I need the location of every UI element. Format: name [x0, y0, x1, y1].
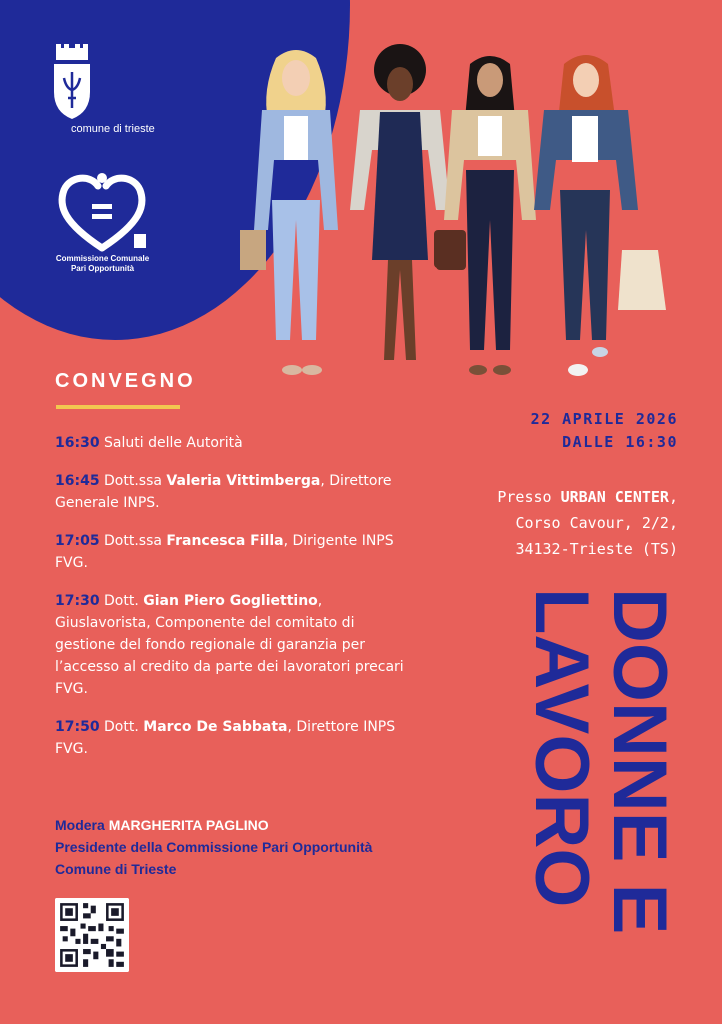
venue-block [497, 484, 678, 562]
speaker-name: Francesca Filla [166, 533, 284, 549]
woman-3-figure [436, 56, 536, 375]
speaker-role: , Direttore Generale INPS. [55, 473, 392, 511]
agenda-text: Dott.ssa [99, 473, 167, 489]
agenda-text: Dott. [99, 593, 144, 609]
agenda-item [55, 470, 410, 514]
agenda-item [55, 530, 410, 574]
event-date-block [531, 408, 678, 454]
speaker-name: Gian Piero Gogliettino [143, 593, 318, 609]
speaker-name: Valeria Vittimberga [166, 473, 321, 489]
venue-suffix: , [668, 488, 678, 506]
moderator-block [55, 814, 375, 880]
agenda-time: 17:05 [55, 533, 100, 549]
agenda-time: 16:30 [55, 435, 100, 451]
title-line2: LAVORO [519, 588, 604, 908]
cpo-label [55, 254, 150, 274]
speaker-role: , Giuslavorista, Componente del comitato di gestione del fondo regionale di garanzia per l’accesso al credito da parte dei lavoratori precari FVG. [55, 593, 404, 697]
main-title [508, 588, 682, 988]
cpo-line2: Pari Opportunità [70, 264, 135, 273]
moderator-role: Presidente della Commissione Pari Opportunità Comune di Trieste [55, 839, 373, 877]
agenda-item [55, 716, 410, 760]
women-illustration [238, 40, 678, 385]
heading-underline [56, 405, 180, 409]
moderator-prefix: Modera [55, 817, 109, 833]
agenda-list [55, 432, 410, 776]
venue-name: URBAN CENTER [560, 488, 669, 506]
agenda-item [55, 590, 410, 700]
event-date: 22 APRILE 2026 [530, 410, 678, 428]
qr-code-icon[interactable] [55, 898, 129, 972]
speaker-name: Marco De Sabbata [143, 719, 288, 735]
speaker-role: , Dirigente INPS FVG. [55, 533, 394, 571]
pari-opportunita-heart-icon [54, 168, 150, 254]
trieste-coat-of-arms-icon [52, 44, 92, 120]
agenda-time: 17:50 [55, 719, 100, 735]
venue-prefix: Presso [497, 488, 561, 506]
woman-4-figure [534, 55, 666, 376]
venue-address-line2: 34132-Trieste (TS) [515, 540, 678, 558]
agenda-time: 16:45 [55, 473, 100, 489]
comune-di-trieste-label: comune di trieste [71, 123, 155, 135]
venue-line [497, 484, 678, 510]
agenda-time: 17:30 [55, 593, 100, 609]
agenda-text: Dott. [99, 719, 144, 735]
moderator-name: MARGHERITA PAGLINO [108, 817, 269, 833]
agenda-item [55, 432, 410, 454]
convegno-heading: CONVEGNO [55, 370, 196, 392]
agenda-text: Dott.ssa [99, 533, 167, 549]
title-line1: DONNE E [597, 588, 682, 935]
woman-1-figure [240, 50, 338, 375]
cpo-line1: Commissione Comunale [55, 254, 150, 263]
venue-address-line1: Corso Cavour, 2/2, [515, 514, 678, 532]
event-time: DALLE 16:30 [562, 433, 678, 451]
agenda-text: Saluti delle Autorità [99, 435, 243, 451]
speaker-role: , Direttore INPS FVG. [55, 719, 396, 757]
